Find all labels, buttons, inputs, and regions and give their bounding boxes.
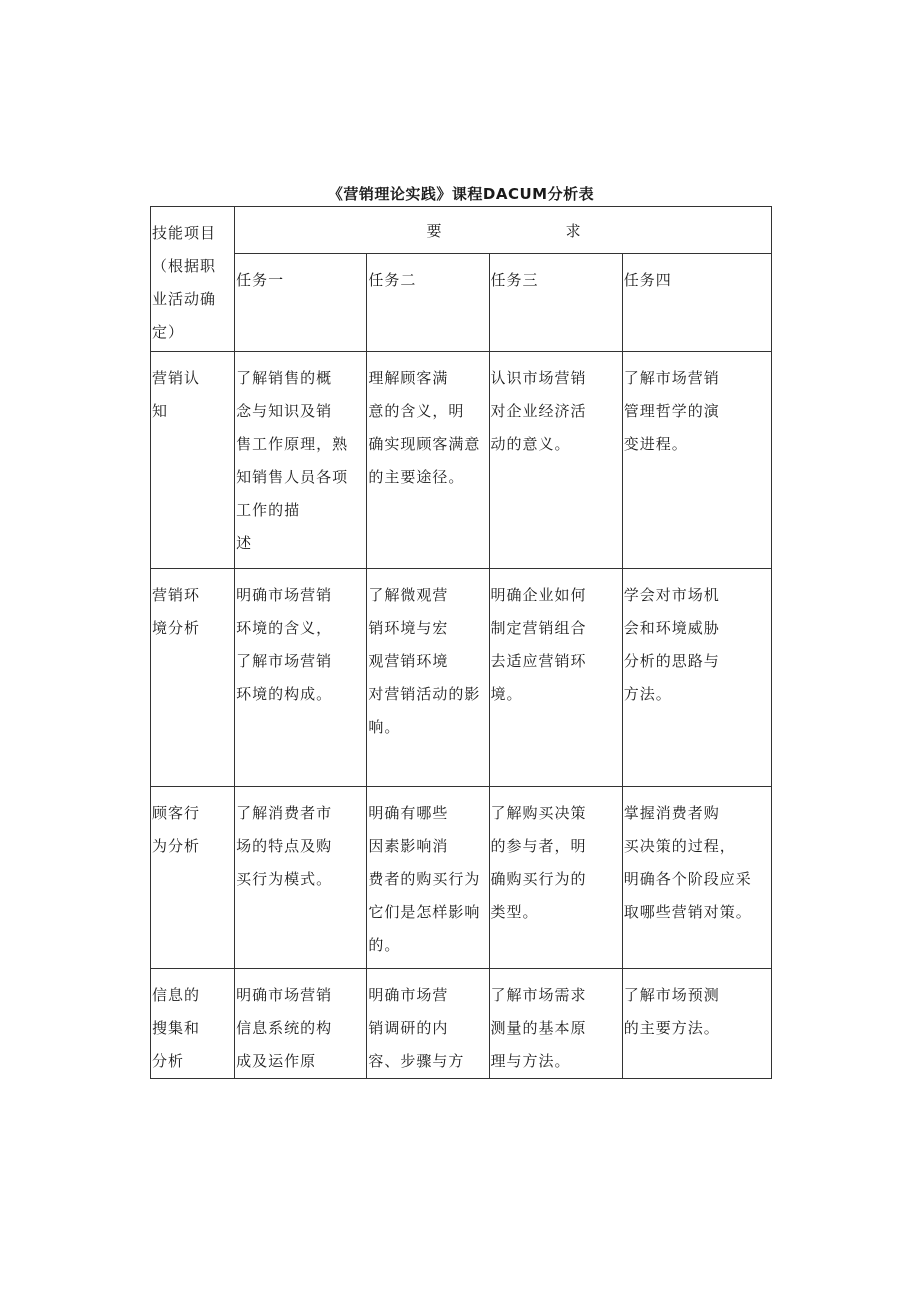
task-cell: 了解市场预测 的主要方法。 bbox=[622, 969, 771, 1079]
task-cell: 明确企业如何 制定营销组合 去适应营销环 境。 bbox=[489, 569, 622, 787]
task-cell: 认识市场营销 对企业经济活 动的意义。 bbox=[489, 352, 622, 569]
skill-cell: 信息的 搜集和 分析 bbox=[151, 969, 235, 1079]
requirements-header-char-2: 求 bbox=[565, 222, 581, 240]
header-row-tasks bbox=[151, 254, 772, 352]
task-cell: 了解市场营销 管理哲学的演 变进程。 bbox=[622, 352, 771, 569]
task-cell: 理解顾客满 意的含义，明 确实现顾客满意 的主要途径。 bbox=[367, 352, 489, 569]
header-row-requirements bbox=[151, 207, 772, 254]
table-row bbox=[151, 352, 772, 569]
table-row bbox=[151, 569, 772, 787]
task-cell: 了解消费者市 场的特点及购 买行为模式。 bbox=[235, 787, 367, 969]
task-cell: 了解微观营 销环境与宏 观营销环境 对营销活动的影 响。 bbox=[367, 569, 489, 787]
task-header-4: 任务四 bbox=[622, 254, 771, 352]
skill-cell: 营销环 境分析 bbox=[151, 569, 235, 787]
task-cell: 了解销售的概 念与知识及销 售工作原理，熟 知销售人员各项 工作的描 述 bbox=[235, 352, 367, 569]
skill-cell: 营销认 知 bbox=[151, 352, 235, 569]
requirements-header-char-1: 要 bbox=[426, 222, 442, 240]
skill-cell: 顾客行 为分析 bbox=[151, 787, 235, 969]
task-cell: 明确市场营销 信息系统的构 成及运作原 bbox=[235, 969, 367, 1079]
task-header-1: 任务一 bbox=[235, 254, 367, 352]
skill-column-header: 技能项目 （根据职 业活动确 定） bbox=[151, 207, 235, 352]
task-cell: 了解市场需求 测量的基本原 理与方法。 bbox=[489, 969, 622, 1079]
task-header-3: 任务三 bbox=[489, 254, 622, 352]
dacum-analysis-table bbox=[150, 206, 772, 1079]
task-cell: 了解购买决策 的参与者，明 确购买行为的 类型。 bbox=[489, 787, 622, 969]
table-row bbox=[151, 787, 772, 969]
task-cell: 学会对市场机 会和环境威胁 分析的思路与 方法。 bbox=[622, 569, 771, 787]
task-cell: 明确有哪些 因素影响消 费者的购买行为 它们是怎样影响 的。 bbox=[367, 787, 489, 969]
task-header-2: 任务二 bbox=[367, 254, 489, 352]
task-cell: 明确市场营 销调研的内 容、步骤与方 bbox=[367, 969, 489, 1079]
table-row bbox=[151, 969, 772, 1079]
task-cell: 明确市场营销 环境的含义， 了解市场营销 环境的构成。 bbox=[235, 569, 367, 787]
requirements-header bbox=[235, 207, 772, 254]
task-cell: 掌握消费者购 买决策的过程， 明确各个阶段应采 取哪些营销对策。 bbox=[622, 787, 771, 969]
document-title: 《营销理论实践》课程DACUM分析表 bbox=[327, 185, 595, 203]
